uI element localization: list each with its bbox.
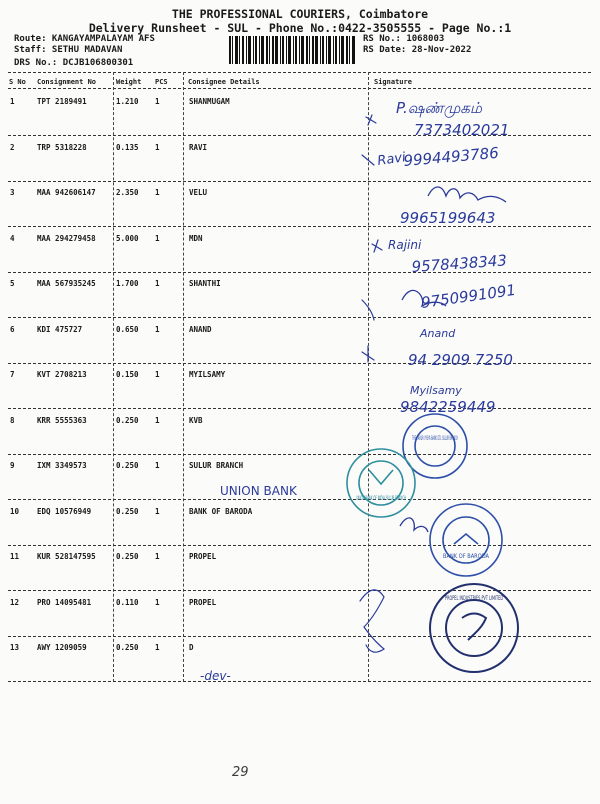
row-separator [8,317,591,318]
row-pcs: 1 [155,643,160,652]
row-weight: 0.110 [116,597,139,607]
signature-text: Rajini [388,238,422,252]
row-consignment: KDI 475727 [37,324,83,334]
row-pcs: 1 [155,370,160,379]
svg-text:PROPEL INDUSTRIES PVT LIMITED: PROPEL INDUSTRIES PVT LIMITED [445,595,504,602]
table-row [0,416,600,462]
row-consignee: MDN [189,233,203,243]
row-pcs: 1 [155,415,160,425]
staff-label: Staff: SETHU MADAVAN [14,45,123,55]
row-weight: 0.250 [116,415,139,425]
row-weight: 5.000 [116,233,139,243]
row-sno: 13 [10,643,20,652]
col-header-signature: Signature [374,78,412,86]
row-consignment: KUR 528147595 [37,552,96,561]
row-consignment: MAA 942606147 [37,188,96,197]
row-pcs: 1 [155,188,160,197]
row-consignee: SHANTHI [189,279,221,288]
row-consignment: TPT 2189491 [37,97,87,106]
table-row [0,552,600,598]
row-consignee: BANK OF BARODA [189,506,253,516]
table-top-rule [8,72,591,73]
signature-phone: 9994493786 [402,143,500,170]
signature-text: Ravi [376,150,407,169]
table-row [0,643,600,689]
row-consignee: SULUR BRANCH [189,461,244,470]
row-consignment: KRR 5555363 [37,415,87,425]
table-row [0,97,600,143]
row-consignee: SHANMUGAM [189,97,230,106]
row-sno: 9 [10,461,15,470]
row-consignment: EDQ 10576949 [37,506,92,516]
row-sno: 4 [10,233,15,243]
row-weight: 0.250 [116,461,139,470]
handwritten-note: UNION BANK [220,484,297,498]
signature-phone: 9842259449 [400,398,496,416]
table-row [0,234,600,280]
row-separator [8,681,591,682]
row-sno: 2 [10,142,15,152]
row-separator [8,226,591,227]
row-consignment: MAA 294279458 [37,233,96,243]
row-consignment: TRP 5318228 [37,142,87,152]
drs-number: DRS No.: DCJB106800301 [14,58,134,68]
row-separator [8,636,591,637]
row-weight: 0.150 [116,370,139,379]
table-row [0,370,600,416]
row-consignee: KVB [189,415,203,425]
signature-phone: 94 2909 7250 [408,351,513,369]
row-consignment: KVT 2708213 [37,370,87,379]
table-row [0,188,600,234]
svg-text:BANK OF BARODA: BANK OF BARODA [443,552,490,560]
row-pcs: 1 [155,97,160,106]
row-consignee: ANAND [189,324,212,334]
col-header-pcs: PCS [155,78,168,86]
row-consignee: MYILSAMY [189,370,226,379]
row-consignee: RAVI [189,142,208,152]
svg-text:UNION BANK OF INDIA SULUR BRAN: UNION BANK OF INDIA SULUR BRANCH [356,495,406,502]
row-pcs: 1 [155,552,160,561]
row-sno: 3 [10,188,15,197]
company-title: THE PROFESSIONAL COURIERS, Coimbatore [171,7,429,21]
signature-text: Myilsamy [410,384,462,397]
row-separator [8,454,591,455]
row-separator [8,181,591,182]
col-header-weight: Weight [116,78,142,86]
row-weight: 0.250 [116,506,139,516]
row-consignee: PROPEL [189,597,217,607]
row-sno: 7 [10,370,15,379]
barcode-icon [229,36,355,64]
route-label: Route: KANGAYAMPALAYAM AFS [14,34,155,44]
rs-date: RS Date: 28-Nov-2022 [363,45,472,55]
table-row [0,143,600,189]
row-weight: 1.210 [116,97,139,106]
runsheet-title: Delivery Runsheet - SUL - Phone No.:0422-3505555 - Page No.:1 [88,21,512,35]
row-weight: 0.250 [116,643,139,652]
row-separator [8,499,591,500]
row-sno: 8 [10,415,15,425]
row-pcs: 1 [155,324,160,334]
row-consignee: VELU [189,188,208,197]
row-weight: 0.650 [116,324,139,334]
signature-phone: 7373402021 [414,121,510,139]
row-weight: 0.250 [116,552,139,561]
col-header-consignment: Consignment No [37,78,97,86]
col-header-details: Consignee Details [188,78,260,86]
signature-text: Anand [420,327,456,340]
signature-text: P.ஷண்முகம் [396,99,482,117]
row-consignee: D [189,643,194,652]
row-separator [8,363,591,364]
row-pcs: 1 [155,597,160,607]
signature-phone: 9578438343 [411,251,508,276]
row-separator [8,272,591,273]
rs-number: RS No.: 1068003 [363,34,445,44]
row-separator [8,590,591,591]
row-sno: 11 [10,552,20,561]
row-weight: 0.135 [116,142,139,152]
table-row [0,279,600,325]
page-number-note: 29 [232,765,249,780]
row-weight: 2.350 [116,188,139,197]
signature-phone: 9965199643 [400,209,496,227]
row-pcs: 1 [155,233,160,243]
row-consignment: IXM 3349573 [37,461,87,470]
row-consignment: PRO 14095481 [37,597,92,607]
row-sno: 5 [10,279,15,288]
row-pcs: 1 [155,461,160,470]
table-header-rule [8,88,591,89]
row-separator [8,545,591,546]
row-sno: 1 [10,97,15,106]
row-consignment: AWY 1209059 [37,643,87,652]
signature-phone: 9750991091 [420,280,518,312]
row-weight: 1.700 [116,279,139,288]
row-pcs: 1 [155,279,160,288]
row-consignee: PROPEL [189,552,217,561]
table-row [0,461,600,507]
row-pcs: 1 [155,506,160,516]
row-separator [8,135,591,136]
row-sno: 10 [10,506,20,516]
table-row [0,325,600,371]
row-pcs: 1 [155,142,160,152]
row-sno: 12 [10,597,20,607]
row-separator [8,408,591,409]
svg-text:THE KARUR VYSYA BANK LTD. SULU: THE KARUR VYSYA BANK LTD. SULUR BRANCH [411,434,459,442]
col-header-sno: S No [9,78,26,86]
row-sno: 6 [10,324,15,334]
handwritten-note: -dev- [200,669,231,683]
table-row [0,598,600,644]
row-consignment: MAA 567935245 [37,279,96,288]
table-row [0,507,600,553]
